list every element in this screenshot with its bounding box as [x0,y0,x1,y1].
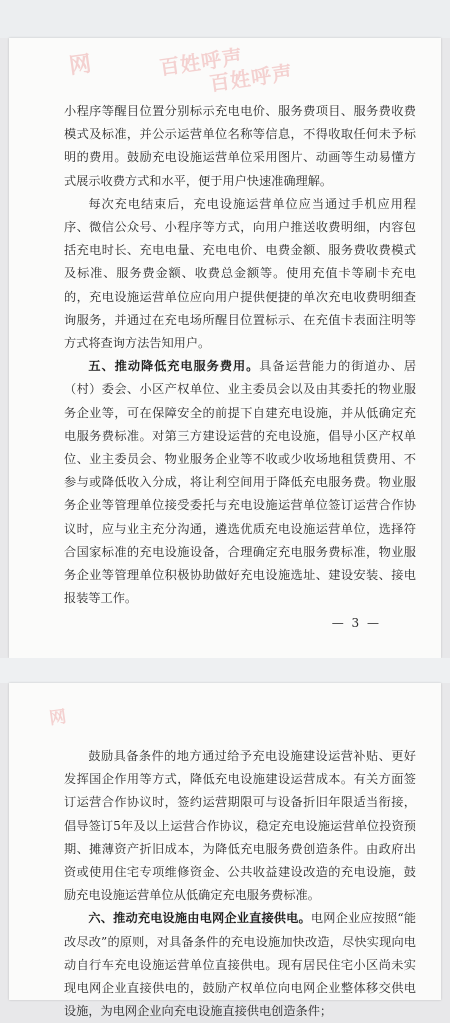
document-page-3 [9,38,441,658]
paragraph-text: 具备运营能力的街道办、居（村）委会、小区产权单位、业主委员会以及由其委托的物业服务企业等，可在保障安全的前提下自建充电设施，并从低确定充电服务费标准。对第三方建设运营的充电设施，倡导小区产权单位、业主委员会、物业服务企业等不收或少收场地租赁费用、不参与或降低收入分成，将让利空间用于降低充电服务费。物业服务企业等管理单位接受委托与充电设施运营单位签订运营合作协议时，应与业主充分沟通，遴选优质充电设施运营单位，选择符合国家标准的充电设施设备，合理确定充电服务费标准，物业服务企业等管理单位积极协助做好充电设施选址、建设安装、接电报装等工作。 [64,359,417,606]
paragraph: 小程序等醒目位置分别标示充电电价、服务费项目、服务费收费模式及标准，并公示运营单位名称等信息，不得收取任何未予标明的费用。鼓励充电设施运营单位采用图片、动画等生动易懂方式展示收费方式和水平，便于用户快速准确理解。 [64,104,416,188]
watermark-text: 网 [48,706,69,730]
page-number: — 3 — [331,616,381,630]
page-body [64,100,416,610]
paragraph-with-heading [64,907,416,1023]
page-body [64,745,416,1023]
page-gap-top [0,0,450,38]
watermark-text: 网 [67,51,94,80]
section-heading: 六、推动充电设施由电网企业直接供电。 [88,911,311,926]
paragraph: 每次充电结束后，充电设施运营单位应当通过手机应用程序、微信公众号、小程序等方式，向用户推送收费明细，内容包括充电时长、充电电量、充电电价、电费金额、服务费收费模式及标准、服务费金额、收费总金额等。使用充值卡等刷卡充电的，充电设施运营单位应向用户提供便捷的单次充电收费明细查询服务，并通过在充电场所醒目位置标示、在充值卡表面注明等方式将查询方法告知用户。 [64,196,416,351]
watermark-text: 百姓呼声 [207,60,295,96]
paragraph: 鼓励具备条件的地方通过给予充电设施建设运营补贴、更好发挥国企作用等方式，降低充电设施建设运营成本。有关方面签订运营合作协议时，签约运营期限可与设备折旧年限适当衔接，倡导签订5年及以上运营合作协议，稳定充电设施运营单位投资预期、摊薄资产折旧成本，为降低充电服务费创造条件。由政府出资或使用住宅专项维修资金、公共收益建设改造的充电设施，鼓励充电设施运营单位从低确定充电服务费标准。 [64,749,416,903]
paragraph-with-heading [64,355,416,610]
watermark-text: 百姓呼声 [157,44,245,80]
document-page-4 [9,683,441,1019]
section-heading: 五、推动降低充电服务费用。 [88,359,260,374]
page-gap [0,658,450,683]
paragraph-text: 电网企业应按照“能改尽改”的原则，对具备条件的充电设施加快改造，尽快实现向电动自行车充电设施运营单位直接供电。现有居民住宅小区尚未实现电网企业直接供电的，鼓励产权单位向电网企业整体移交供电设施，为电网企业向充电设施直接供电创造条件； [64,911,417,1019]
